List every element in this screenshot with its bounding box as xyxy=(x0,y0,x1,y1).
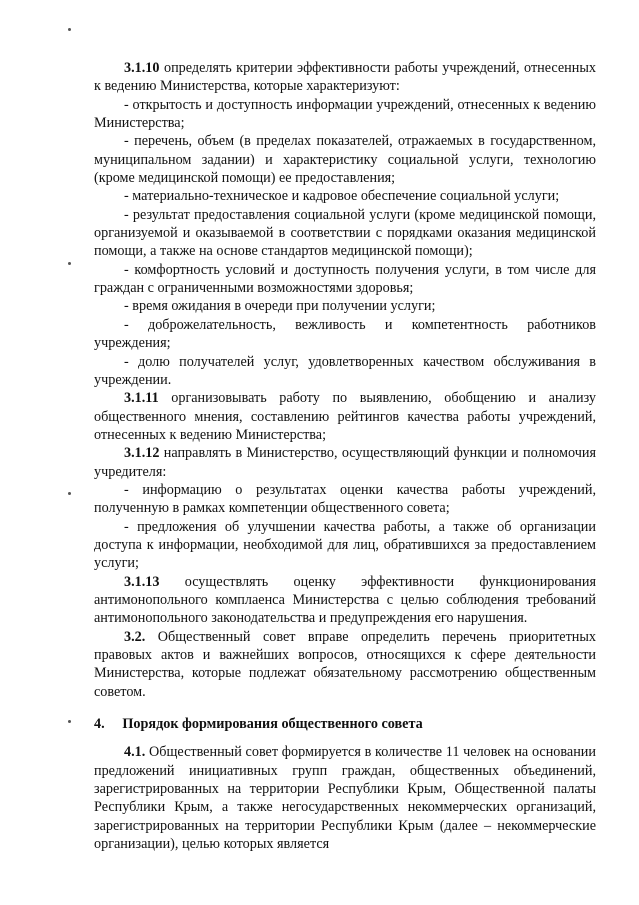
paragraph-text: Общественный совет формируется в количестве 11 человек на основании предложений инициативных групп граждан, общественных объединений, зарегистрированных на территории Республики Крым, Общественной палаты Республики Крым, а также негосударственных некоммерческих организаций, зарегистрированных на территории Республики Крым (далее – некоммерческие организации), целью которых является xyxy=(94,744,596,853)
margin-mark xyxy=(68,262,71,265)
margin-mark xyxy=(68,720,71,723)
margin-mark xyxy=(68,28,71,31)
list-item: - результат предоставления социальной услуги (кроме медицинской помощи, организуемой и оказываемой в соответствии с порядками оказания медицинской помощи, а также на основе стандартов медицинской помощи); xyxy=(94,206,596,260)
paragraph-3-1-10 xyxy=(94,59,596,96)
clause-number: 3.2. xyxy=(124,628,146,645)
list-item: - открытость и доступность информации учреждений, отнесенных к ведению Министерства; xyxy=(94,96,596,132)
section-title: Порядок формирования общественного совета xyxy=(122,716,423,733)
clause-number: 3.1.10 xyxy=(124,60,160,76)
clause-number: 3.1.13 xyxy=(124,573,160,590)
section-heading xyxy=(94,715,596,733)
list-item: - время ожидания в очереди при получении услуги; xyxy=(124,298,436,315)
clause-number: 4.1. xyxy=(124,744,146,761)
list-item: - перечень, объем (в пределах показателей, отражаемых в государственном, муниципальном задании) и характеристику социальной услуги, технологию (кроме медицинской помощи) ее предоставления; xyxy=(94,133,596,187)
clause-number: 3.1.11 xyxy=(124,390,159,407)
list-item: - информацию о результатах оценки качества работы учреждений, полученную в рамках компетенции общественного совета; xyxy=(94,481,596,517)
paragraph-3-1-11 xyxy=(94,389,596,444)
paragraph-text: Общественный совет вправе определить перечень приоритетных правовых актов и важнейших вопросов, относящихся к сфере деятельности Министерства, которые подлежат обязательному рассмотрению общественным советом. xyxy=(94,628,596,700)
paragraph-text: организовывать работу по выявлению, обобщению и анализу общественного мнения, составлению рейтингов качества работы учреждений, отнесенных к ведению Министерства; xyxy=(94,390,596,443)
margin-mark xyxy=(68,492,71,495)
list-item: - доброжелательность, вежливость и компетентность работников учреждения; xyxy=(94,316,596,352)
paragraph-3-2 xyxy=(94,628,596,701)
paragraph-4-1 xyxy=(94,743,596,853)
paragraph-text: осуществлять оценку эффективности функционирования антимонопольного комплаенса Министерства с целью соблюдения требований антимонопольного законодательства и предупреждения его нарушения. xyxy=(94,573,596,627)
paragraph-3-1-12 xyxy=(94,444,596,481)
list-item: - долю получателей услуг, удовлетворенных качеством обслуживания в учреждении. xyxy=(94,353,596,388)
clause-number: 3.1.12 xyxy=(124,445,160,462)
list-item: - предложения об улучшении качества работы, а также об организации доступа к информации, необходимой для лиц, обратившихся за предоставлением услуги; xyxy=(94,518,596,572)
list-item: - материально-техническое и кадровое обеспечение социальной услуги; xyxy=(124,188,560,205)
paragraph-text: направлять в Министерство, осуществляющий функции и полномочия учредителя: xyxy=(94,445,596,480)
document-body xyxy=(94,59,596,853)
paragraph-3-1-13 xyxy=(94,573,596,628)
list-item: - комфортность условий и доступность получения услуги, в том числе для граждан с ограниченными возможностями здоровья; xyxy=(94,261,596,297)
paragraph-text: определять критерии эффективности работы учреждений, отнесенных к ведению Министерства, которые характеризуют: xyxy=(94,60,596,95)
section-number: 4. xyxy=(94,716,105,733)
